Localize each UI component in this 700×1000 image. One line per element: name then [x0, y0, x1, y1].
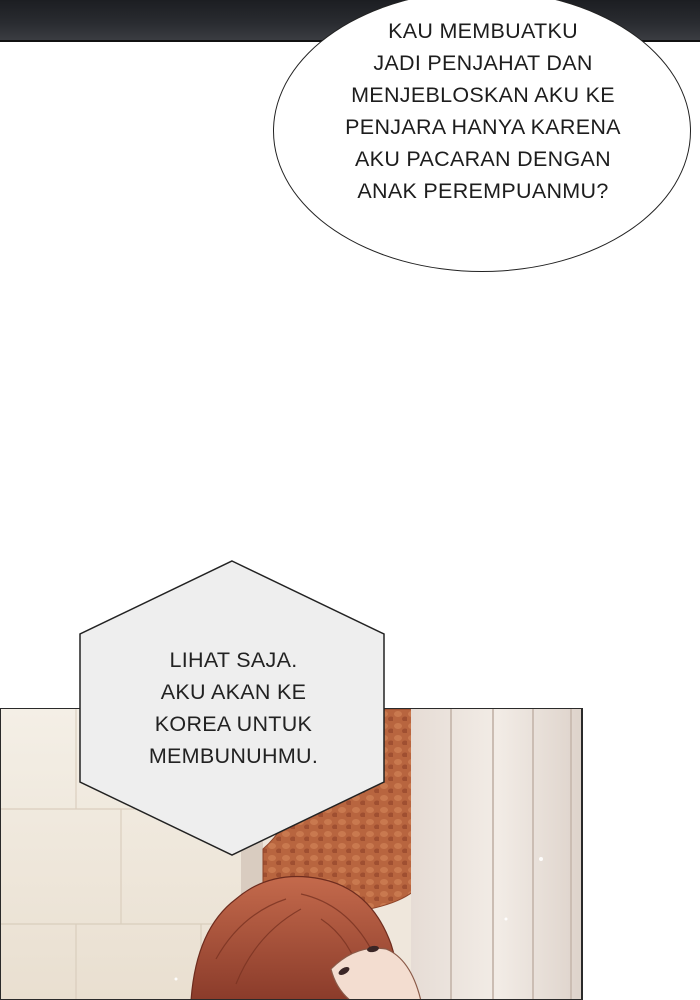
oval-line-3: MENJEBLOSKAN AKU KE — [351, 83, 615, 107]
speech-bubble-hexagon-text — [105, 644, 362, 772]
oval-line-4: PENJARA HANYA KARENA — [345, 115, 621, 139]
oval-line-5: AKU PACARAN DENGAN — [355, 147, 611, 171]
hex-line-2: AKU AKAN KE — [160, 680, 307, 704]
oval-line-6: ANAK PEREMPUANMU? — [357, 179, 609, 203]
hex-line-1: LIHAT SAJA. — [169, 648, 298, 672]
speech-bubble-oval-text — [320, 15, 646, 207]
oval-line-1: KAU MEMBUATKU — [388, 19, 578, 43]
hex-line-4: MEMBUNUHMU. — [148, 744, 319, 768]
oval-line-2: JADI PENJAHAT DAN — [373, 51, 593, 75]
hex-line-3: KOREA UNTUK — [154, 712, 313, 736]
